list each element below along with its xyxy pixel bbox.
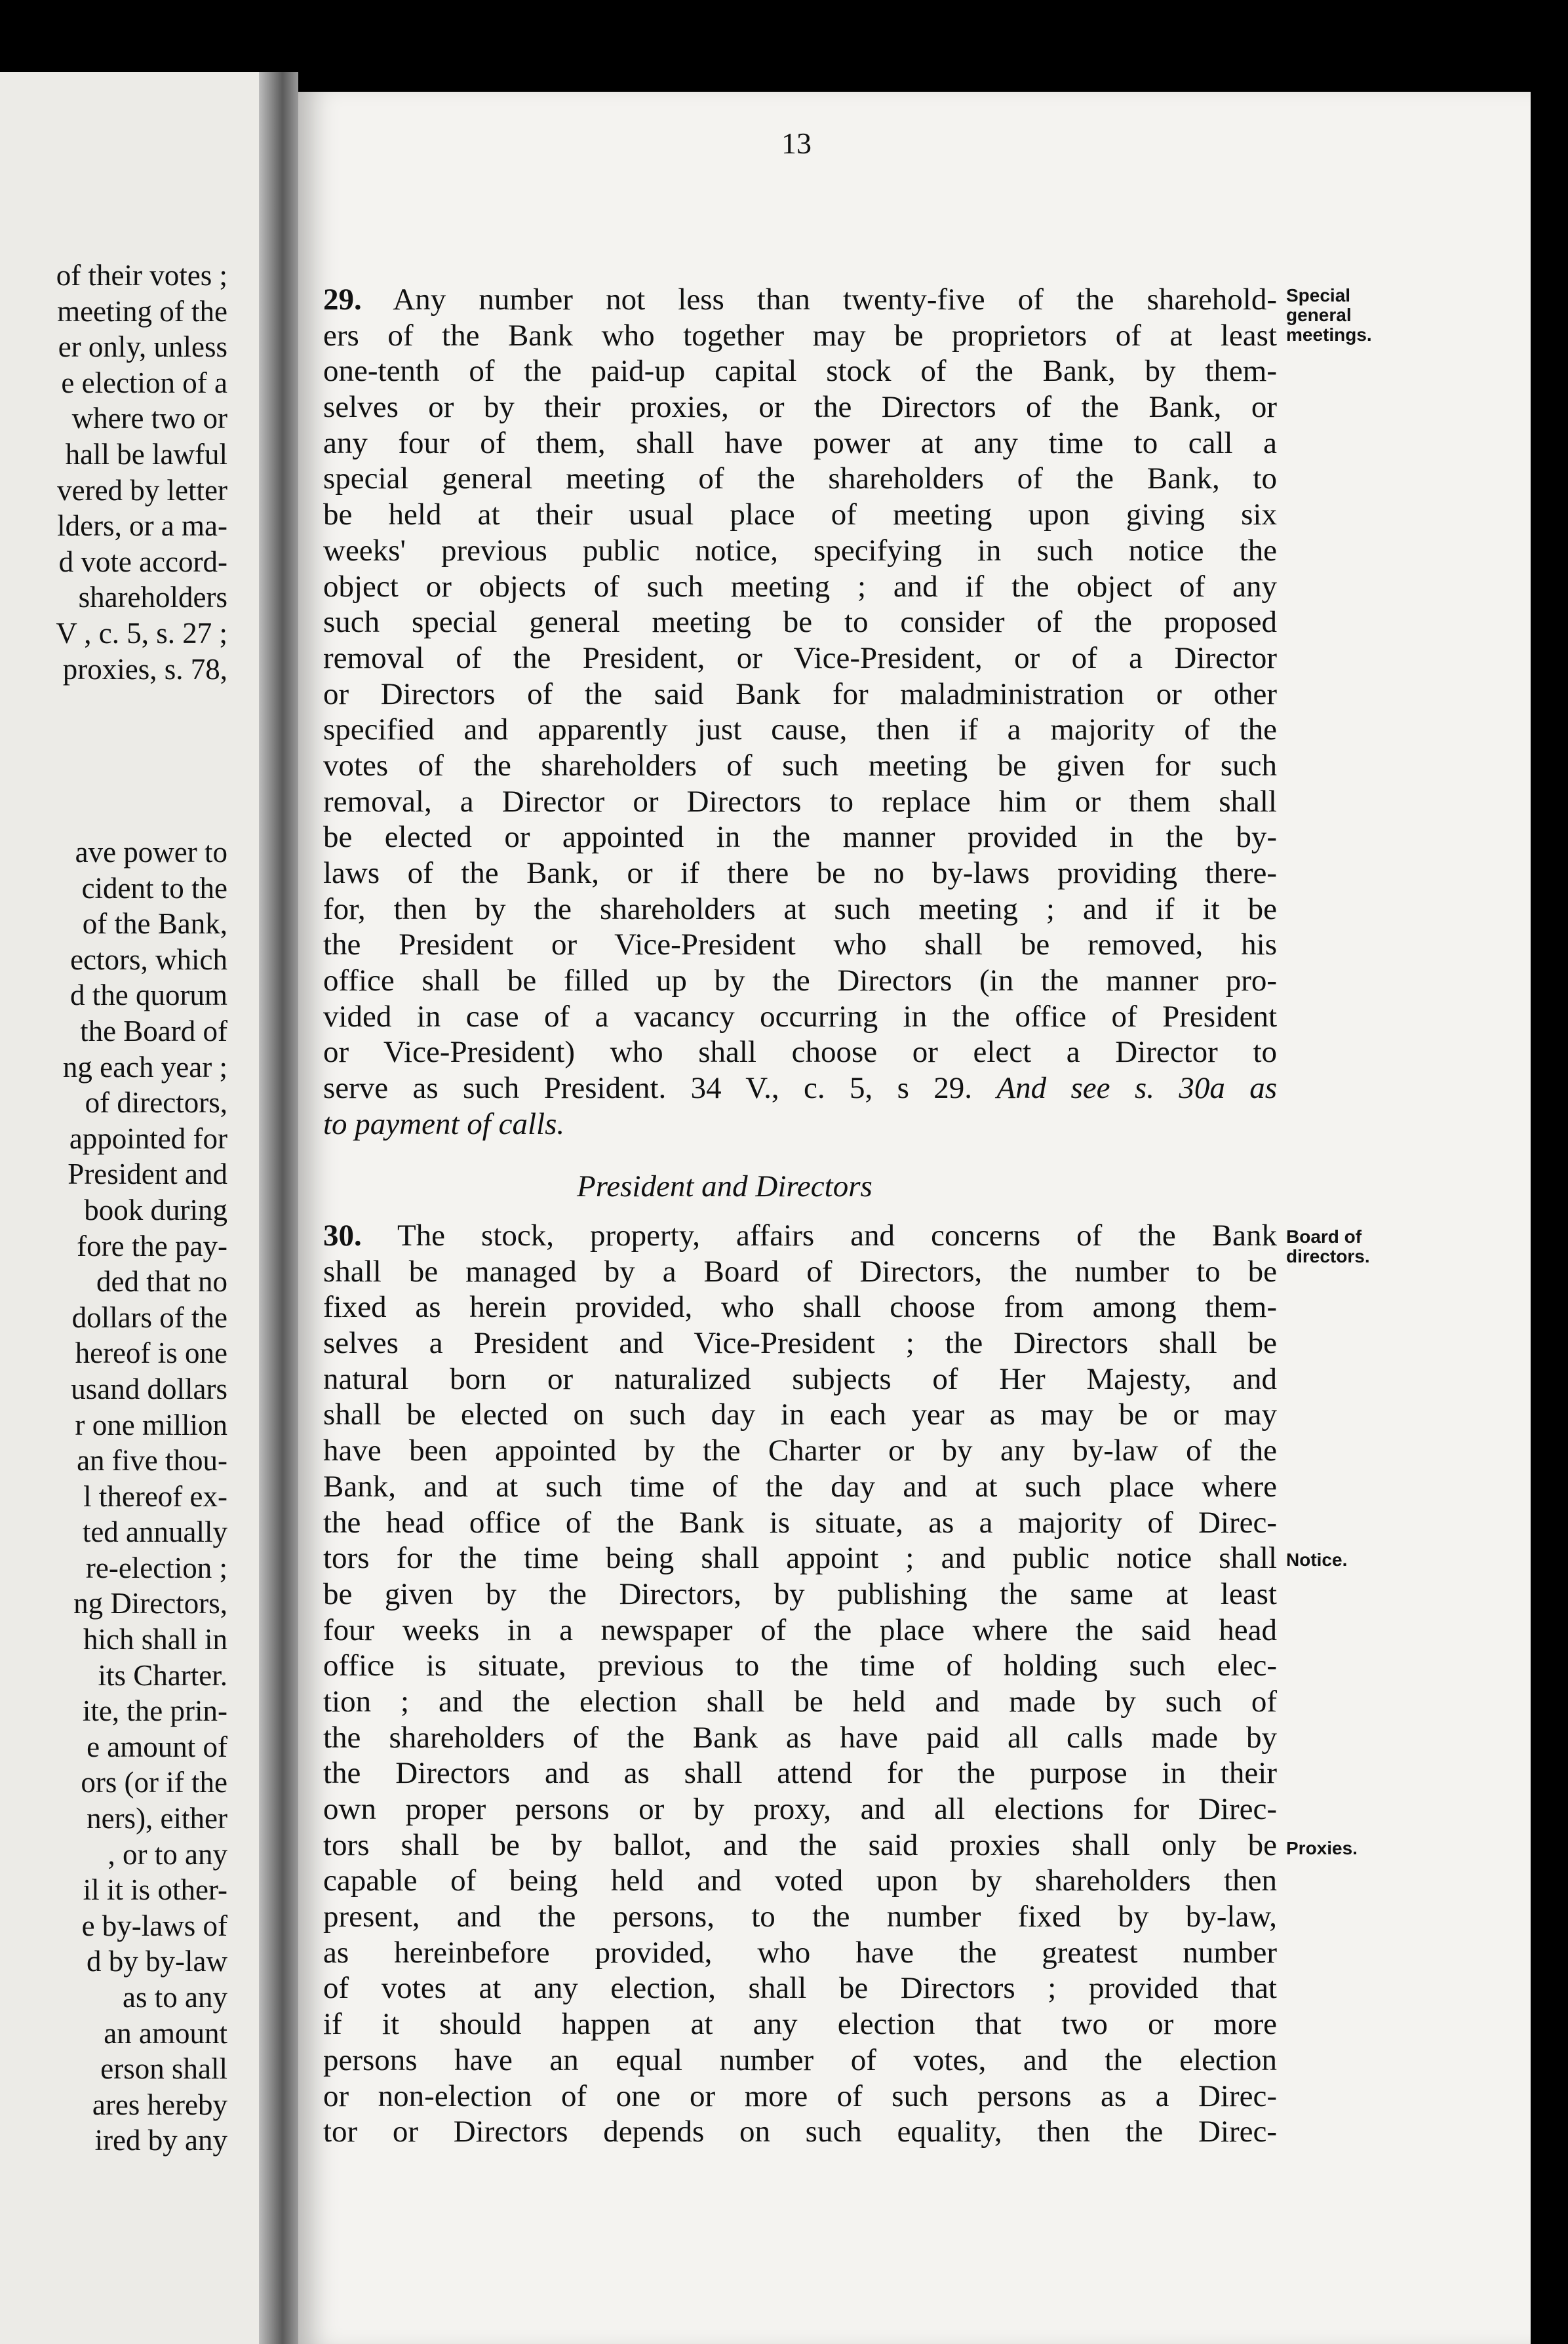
section-30-line: Bank, and at such time of the day and at such place where <box>323 1469 1277 1504</box>
left-page-line: usand dollars <box>71 1372 227 1405</box>
section-30-line: if it should happen at any election that two or more <box>323 2007 1277 2042</box>
left-page-line: President and <box>68 1158 227 1191</box>
section-30-line: tion ; and the election shall be held and made by such of <box>323 1684 1277 1719</box>
left-page-line: ares hereby <box>92 2088 227 2121</box>
section-30-line: shall be managed by a Board of Directors, the number to be <box>323 1254 1277 1289</box>
left-page-line: d vote accord- <box>58 545 227 578</box>
section-30-line: own proper persons or by proxy, and all elections for Direc- <box>323 1792 1277 1826</box>
section-30-line: fixed as herein provided, who shall choose from among them- <box>323 1290 1277 1325</box>
left-page-line: e election of a <box>61 366 227 399</box>
section-30-line: office is situate, previous to the time of holding such elec- <box>323 1649 1277 1683</box>
section-29-number: 29. <box>323 283 362 317</box>
section-29-line: or Directors of the said Bank for maladministration or other <box>323 676 1277 711</box>
left-page-line: vered by letter <box>57 473 227 507</box>
left-facing-page <box>0 72 259 2344</box>
left-page-line: erson shall <box>100 2052 227 2086</box>
section-29-line: be elected or appointed in the manner provided in the by- <box>323 820 1277 855</box>
margin-note-notice: Notice. <box>1286 1550 1348 1570</box>
section-30-line: persons have an equal number of votes, and the election <box>323 2042 1277 2077</box>
section-30 <box>323 1218 1277 2150</box>
left-page-line: re-election ; <box>85 1551 227 1584</box>
section-30-line: tors for the time being shall appoint ; and public notice shall <box>323 1541 1277 1576</box>
section-30-line: capable of being held and voted upon by shareholders then <box>323 1864 1277 1898</box>
left-page-line: where two or <box>71 402 227 435</box>
section-29-line: one-tenth of the paid-up capital stock of the Bank, by them- <box>323 354 1277 389</box>
left-page-line: hall be lawful <box>65 437 227 471</box>
section-29-line: special general meeting of the shareholders of the Bank, to <box>323 461 1277 496</box>
left-page-line: ted annually <box>82 1515 227 1549</box>
section-30-line: the head office of the Bank is situate, as a majority of Direc- <box>323 1505 1277 1540</box>
section-30-line: tors shall be by ballot, and the said proxies shall only be <box>323 1827 1277 1862</box>
section-29-line: laws of the Bank, or if there be no by-laws providing there- <box>323 856 1277 890</box>
left-page-line: hich shall in <box>83 1623 227 1656</box>
left-page-line: meeting of the <box>57 294 227 328</box>
left-page-line: ite, the prin- <box>82 1694 227 1728</box>
left-page-line: , or to any <box>108 1837 227 1871</box>
left-page-line: V , c. 5, s. 27 ; <box>56 616 227 650</box>
left-page-line: ng Directors, <box>73 1587 227 1620</box>
left-page-line: appointed for <box>69 1122 227 1155</box>
section-29-line: vided in case of a vacancy occurring in the office of President <box>323 999 1277 1034</box>
section-29-line: office shall be filled up by the Directors (in the manner pro- <box>323 964 1277 998</box>
left-page-line: il it is other- <box>83 1873 227 1907</box>
section-29-line: any four of them, shall have power at any time to call a <box>323 425 1277 460</box>
left-page-line: its Charter. <box>98 1658 227 1692</box>
section-30-line: shall be elected on such day in each year as may be or may <box>323 1397 1277 1432</box>
section-29-line: the President or Vice-President who shall be removed, his <box>323 928 1277 962</box>
left-page-line: d by by-law <box>87 1945 227 1978</box>
left-page-line: hereof is one <box>75 1337 227 1370</box>
section-30-number: 30. <box>323 1219 362 1253</box>
section-29-line: votes of the shareholders of such meeting be given for such <box>323 748 1277 783</box>
left-page-line: ded that no <box>96 1265 227 1299</box>
section-30-line: selves a President and Vice-President ; the Directors shall be <box>323 1326 1277 1361</box>
left-page-line: the Board of <box>80 1014 227 1047</box>
left-page-line: shareholders <box>78 581 227 614</box>
left-page-line: an amount <box>104 2016 227 2050</box>
left-page-line: book during <box>84 1193 227 1226</box>
left-page-text-block-1 <box>56 258 227 687</box>
section-30-line: be given by the Directors, by publishing the same at least <box>323 1576 1277 1611</box>
section-29-line: for, then by the shareholders at such meeting ; and if it be <box>323 891 1277 926</box>
section-29-line: be held at their usual place of meeting upon giving six <box>323 498 1277 532</box>
section-29-line: such special general meeting be to consider of the proposed <box>323 605 1277 640</box>
page-number: 13 <box>781 127 812 160</box>
left-page-line: ectors, which <box>70 943 227 976</box>
left-page-line: ired by any <box>94 2124 227 2157</box>
left-page-line: ors (or if the <box>81 1766 227 1799</box>
left-page-line: cident to the <box>81 871 227 905</box>
margin-note-board-of-directors: Board of directors. <box>1286 1226 1370 1266</box>
left-page-line: fore the pay- <box>77 1229 227 1262</box>
section-29-line: removal of the President, or Vice-President, or of a Director <box>323 640 1277 675</box>
section-30-line: tor or Directors depends on such equality, then the Direc- <box>323 2115 1277 2149</box>
left-page-line: proxies, s. 78, <box>62 652 227 686</box>
section-29-line: to payment of calls. <box>323 1106 565 1141</box>
section-30-line: of votes at any election, shall be Directors ; provided that <box>323 1971 1277 2006</box>
left-page-line: lders, or a ma- <box>57 509 227 543</box>
left-page-line: l thereof ex- <box>83 1479 227 1513</box>
left-page-line: ners), either <box>87 1802 227 1835</box>
section-29-line: or Vice-President) who shall choose or elect a Director to <box>323 1035 1277 1070</box>
section-29-line: ers of the Bank who together may be proprietors of at least <box>323 318 1277 353</box>
section-30-line: as hereinbefore provided, who have the greatest number <box>323 1935 1277 1970</box>
left-page-line: d the quorum <box>70 979 227 1012</box>
book-gutter <box>259 72 298 2344</box>
section-29-line: weeks' previous public notice, specifying in such notice the <box>323 533 1277 568</box>
left-page-line: of the Bank, <box>82 907 227 941</box>
section-30-line: present, and the persons, to the number fixed by by-law, <box>323 1900 1277 1934</box>
section-29-line: serve as such President. 34 V., c. 5, s 29. And see s. 30a as <box>323 1071 1278 1106</box>
section-29-line: object or objects of such meeting ; and if the object of any <box>323 569 1277 604</box>
left-page-line: dollars of the <box>71 1300 227 1334</box>
section-30-line: the Directors and as shall attend for the purpose in their <box>323 1756 1277 1791</box>
left-page-text-block-2 <box>63 834 227 2158</box>
section-30-line: the shareholders of the Bank as have paid all calls made by <box>323 1720 1277 1755</box>
section-29-line: removal, a Director or Directors to replace him or them shall <box>323 784 1277 819</box>
section-29-line: selves or by their proxies, or the Directors of the Bank, or <box>323 390 1277 425</box>
left-page-line: of their votes ; <box>56 259 227 292</box>
left-page-line: er only, unless <box>58 330 227 364</box>
left-page-line: r one million <box>75 1408 227 1441</box>
margin-note-special-general-meetings: Special general meetings. <box>1286 285 1372 345</box>
left-page-line: as to any <box>123 1981 227 2014</box>
section-30-line: four weeks in a newspaper of the place where the said head <box>323 1612 1277 1647</box>
left-page-line: ng each year ; <box>62 1050 227 1084</box>
section-29-line: specified and apparently just cause, then if a majority of the <box>323 713 1277 747</box>
section-29-line: 29. Any number not less than twenty-five of the sharehold- <box>323 283 1277 317</box>
left-page-line: of directors, <box>85 1086 227 1120</box>
left-page-line: e amount of <box>87 1730 227 1763</box>
left-page-line: e by-laws of <box>81 1909 227 1942</box>
left-page-line: an five thou- <box>77 1444 227 1477</box>
left-page-line: ave power to <box>75 836 227 869</box>
section-30-line: have been appointed by the Charter or by any by-law of the <box>323 1434 1277 1468</box>
margin-note-proxies: Proxies. <box>1286 1838 1358 1858</box>
section-29 <box>323 282 1277 1143</box>
section-heading: President and Directors <box>577 1169 872 1203</box>
section-30-line: natural born or naturalized subjects of Her Majesty, and <box>323 1361 1277 1396</box>
section-30-line: 30. The stock, property, affairs and concerns of the Bank <box>323 1219 1277 1253</box>
section-30-line: or non-election of one or more of such persons as a Direc- <box>323 2079 1277 2113</box>
